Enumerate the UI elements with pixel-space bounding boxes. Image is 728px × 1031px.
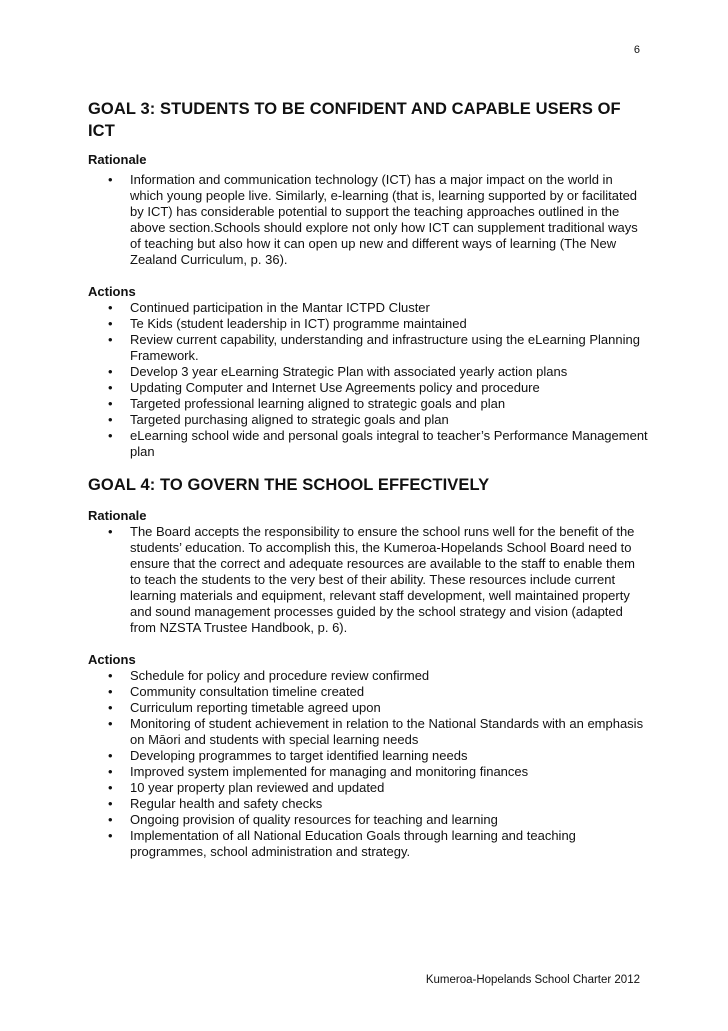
bullet-icon: • [108, 364, 113, 379]
page-number: 6 [633, 44, 640, 56]
action-item: • Develop 3 year eLearning Strategic Plan with associated yearly action plans [108, 364, 568, 379]
goal-4-actions-list [88, 668, 648, 860]
bullet-icon: • [108, 316, 113, 331]
action-item: • Developing programmes to target identified learning needs [108, 748, 468, 763]
bullet-icon: • [108, 428, 113, 443]
bullet-icon: • [108, 796, 113, 811]
bullet-icon: • [108, 748, 113, 763]
page-footer: Kumeroa-Hopelands School Charter 2012 [425, 974, 640, 986]
bullet-icon: • [108, 780, 113, 795]
bullet-icon: • [108, 332, 113, 347]
action-item: • Regular health and safety checks [108, 796, 323, 811]
bullet-icon: • [108, 812, 113, 827]
bullet-icon: • [108, 684, 113, 699]
action-item: • Review current capability, understanding and infrastructure using the eLearning Planning Framework. [108, 332, 640, 363]
action-item: • Te Kids (student leadership in ICT) programme maintained [108, 316, 467, 331]
bullet-icon: • [108, 716, 113, 731]
action-item: • Targeted purchasing aligned to strategic goals and plan [108, 412, 449, 427]
rationale-item: • Information and communication technology (ICT) has a major impact on the world in which young people live. Similarly, e-learning (that is, learning supported by or facilitated by ICT) has considerable potential to support the teaching approaches outlined in the above section.Schools should explore not only how ICT can supplement traditional ways of teaching but also how it can open up new and different ways of learning (The New Zealand Curriculum, p. 36). [108, 172, 638, 267]
goal-4-rationale-list [88, 524, 648, 636]
bullet-icon: • [108, 700, 113, 715]
goal-3-actions-list [88, 300, 648, 460]
bullet-icon: • [108, 668, 113, 683]
goal-3-rationale-label: Rationale [88, 152, 147, 167]
action-item: • eLearning school wide and personal goals integral to teacher’s Performance Management plan [108, 428, 648, 459]
action-item: • Targeted professional learning aligned to strategic goals and plan [108, 396, 506, 411]
action-item: • Continued participation in the Mantar ICTPD Cluster [108, 300, 430, 315]
goal-3-heading: GOAL 3: STUDENTS TO BE CONFIDENT AND CAPABLE USERS OF ICT [88, 100, 621, 140]
action-item: • Curriculum reporting timetable agreed upon [108, 700, 381, 715]
bullet-icon: • [108, 380, 113, 395]
action-item: • Monitoring of student achievement in relation to the National Standards with an emphasis on Māori and students with special learning needs [108, 716, 644, 747]
goal-4-rationale-label: Rationale [88, 508, 147, 523]
bullet-icon: • [108, 828, 113, 843]
goal-4-heading: GOAL 4: TO GOVERN THE SCHOOL EFFECTIVELY [88, 476, 490, 494]
rationale-item: • The Board accepts the responsibility to ensure the school runs well for the benefit of the students’ education. To accomplish this, the Kumeroa-Hopelands School Board need to ensure that the correct and adequate resources are available to the staff to enable them to teach the students to the very best of their ability. These resources include current learning materials and equipment, relevant staff development, well maintained property and sound management processes guided by the school strategy and vision (adapted from NZSTA Trustee Handbook, p. 6). [108, 524, 635, 635]
bullet-icon: • [108, 300, 113, 315]
goal-4-section [88, 474, 648, 860]
bullet-icon: • [108, 172, 113, 187]
bullet-icon: • [108, 396, 113, 411]
goal-4-actions-label: Actions [88, 652, 136, 667]
goal-3-rationale-list [88, 172, 648, 268]
bullet-icon: • [108, 524, 113, 539]
action-item: • Improved system implemented for managing and monitoring finances [108, 764, 529, 779]
goal-3-section [88, 98, 648, 460]
action-item: • Schedule for policy and procedure review confirmed [108, 668, 430, 683]
bullet-icon: • [108, 764, 113, 779]
action-item: • Implementation of all National Education Goals through learning and teaching programmes, school administration and strategy. [108, 828, 576, 859]
action-item: • Updating Computer and Internet Use Agreements policy and procedure [108, 380, 540, 395]
goal-3-actions-label: Actions [88, 284, 136, 299]
document-body [88, 98, 648, 860]
action-item: • 10 year property plan reviewed and updated [108, 780, 385, 795]
action-item: • Community consultation timeline created [108, 684, 365, 699]
bullet-icon: • [108, 412, 113, 427]
action-item: • Ongoing provision of quality resources for teaching and learning [108, 812, 498, 827]
